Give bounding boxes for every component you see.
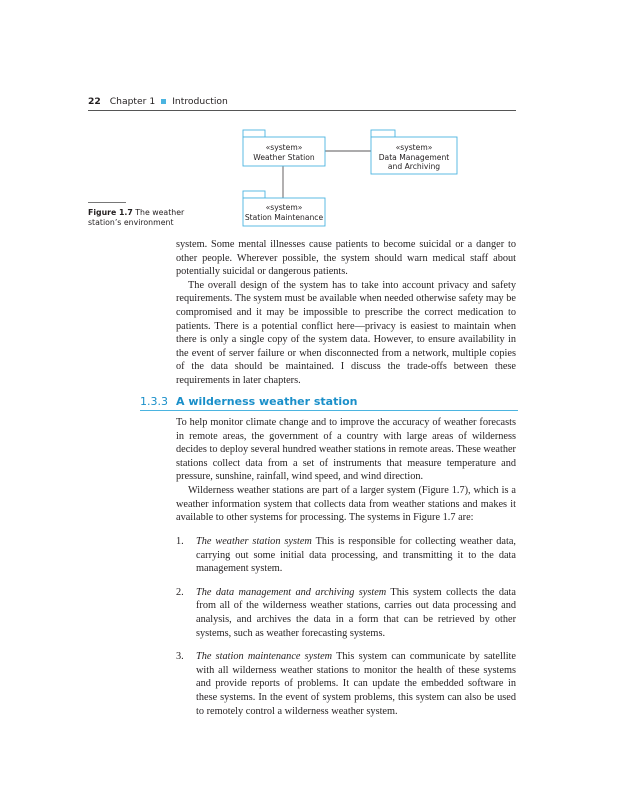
paragraph: To help monitor climate change and to improve the accuracy of weather forecasts in remote areas, the government of a country with large areas of wilderness decides to deploy several hundred weather stations in remote areas. These weather stations collect data from a set of instruments that measure temperature and pressure, sunshine, rainfall, wind speed, and wind direction. [176,417,516,483]
system-name: Weather Station [253,152,315,162]
list-item [176,586,516,640]
list-number: 3. [176,651,184,663]
header-separator-square [161,99,166,104]
section-number: 1.3.3 [140,395,168,408]
stereotype-label: «system» [265,203,303,212]
stereotype-label: «system» [395,143,433,152]
station-maintenance-label [243,203,325,222]
paragraph: The overall design of the system has to take into account privacy and safety requirements. The system must be available when needed otherwise safety may be compromised and it may be impossible to prescribe the correct medication to patients. There is a potential conflict here—privacy is easiest to maintain when there is only a single copy of the system data. However, to ensure availability in the event of server failure or when disconnected from a network, multiple copies of the data should be maintained. I discuss the trade-offs between these requirements in later chapters. [176,279,516,386]
list-term: The weather station system [196,536,312,547]
list-text: This is responsible for collecting weather data, carrying out some initial data processing, and transmitting it to the data management system. [196,536,517,575]
section-heading [140,395,518,411]
chapter-label: Chapter 1 [109,96,156,107]
list-item [176,535,516,576]
paragraph: Wilderness weather stations are part of a larger system (Figure 1.7), which is a weather information system that collects data from weather stations and makes it available to other systems for processing. The systems in Figure 1.7 are: [176,484,516,524]
systems-list [176,535,516,728]
system-name: Station Maintenance [244,212,324,222]
system-name: Data Management [378,152,450,162]
running-header [88,96,516,111]
system-name-line2: and Archiving [387,162,441,171]
list-number: 1. [176,536,184,547]
data-management-label [371,143,457,172]
list-term: The data management and archiving system [196,586,387,598]
paragraph: system. Some mental illnesses cause patients to become suicidal or a danger to other people. Wherever possible, the system should warn medical staff about potentially suicidal or dangerous patients. [176,239,516,278]
list-term: The station maintenance system [196,651,333,663]
caption-label: Figure 1.7 [88,208,133,217]
caption-text-1: The weather [135,208,185,217]
body-text-top [176,238,516,388]
weather-station-label [243,143,325,162]
page-number: 22 [88,96,101,107]
body-text-section [176,416,516,525]
figure-caption [88,208,198,228]
caption-text-2: station’s environment [88,218,174,227]
list-number: 2. [176,586,184,598]
chapter-title: Introduction [172,96,228,107]
stereotype-label: «system» [265,143,303,152]
list-item [176,650,516,718]
section-title: A wilderness weather station [176,395,358,408]
list-text: This system collects the data from all of the wilderness weather stations, carries out data processing and analysis, and archives the data in a form that can be retrieved by other systems, such as weather forecasting systems. [196,586,516,639]
list-text: This system can communicate by satellite with all wilderness weather stations to monitor the health of these systems and provide reports of problems. It can update the embedded software in these systems. In the event of system problems, this system can also be used to remotely control a wilderness weather system. [196,651,516,717]
caption-rule [88,202,126,203]
